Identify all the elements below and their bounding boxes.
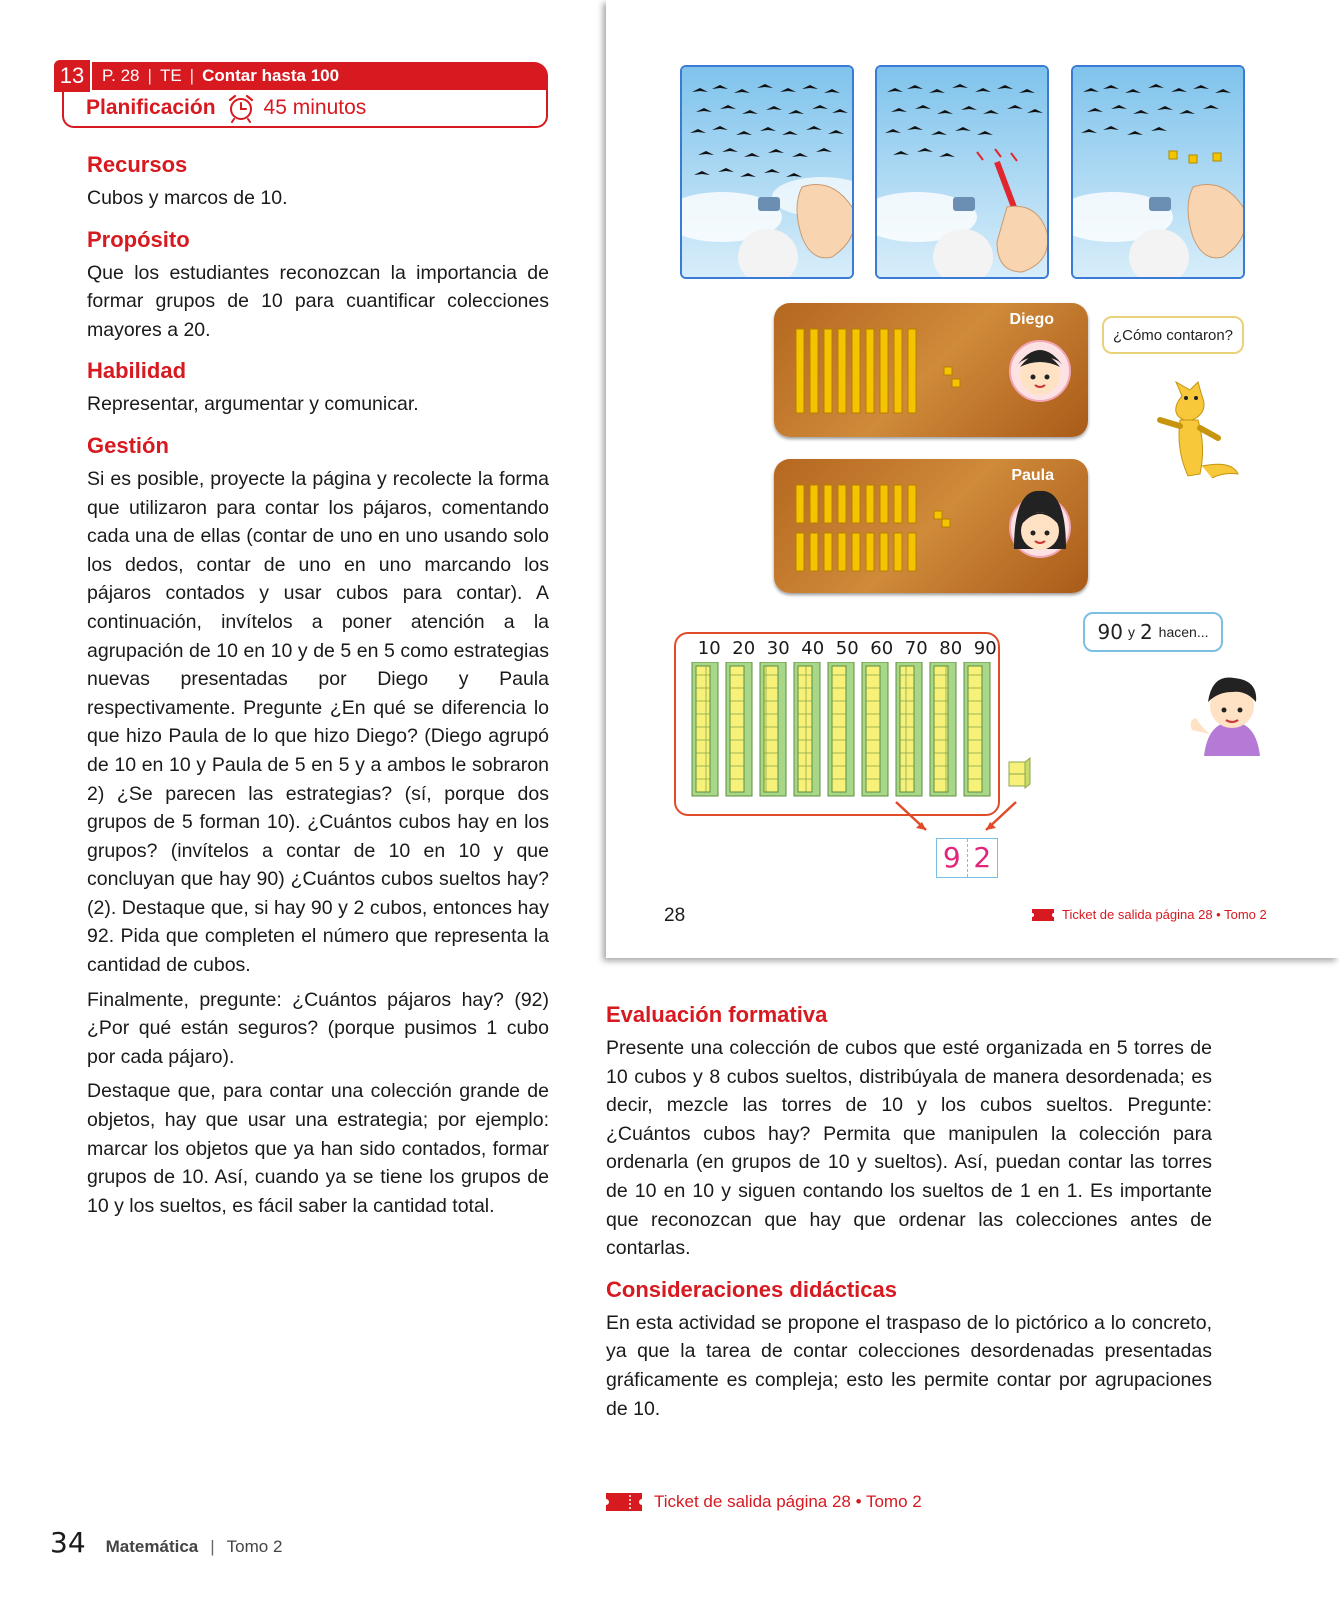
birds-cubes-illustration [1073,67,1245,279]
student-page-ticket-text: Ticket de salida página 28 • Tomo 2 [1062,907,1267,922]
student-page-image [606,0,1339,958]
lesson-title-bar: P. 28 | TE | Contar hasta 100 [92,62,548,90]
answer-tens-digit: 9 [942,841,961,874]
ticket-icon [606,1493,642,1511]
ticket-footer-text: Ticket de salida página 28 • Tomo 2 [654,1492,922,1511]
birds-finger-illustration [682,67,854,279]
tick-label: 40 [801,638,825,659]
diego-card [774,303,1088,437]
answer-box [936,838,998,878]
bubble-how-counted-text: ¿Cómo contaron? [1112,326,1234,344]
left-column [87,152,549,1226]
page-ref: P. 28 [102,66,140,85]
boy-character-illustration [1182,666,1272,756]
gestion-text-1: Si es posible, proyecte la página y recolecte la forma que utilizaron para contar los pájaros, comentando cada una de ellas (contar de uno en uno usando solo los dedos, contar de uno en uno marcando los pájaros contados y usar cubos para contar). A continuación, invítelos a poner atención a la agrupación de 10 en 10 y de 5 en 5 como estrategias nuevas presentadas por Diego y Paula respectivamente. Pregunte ¿En qué se diferencia lo que hizo Paula de lo que hizo Diego? (Diego agrupó de 10 en 10 y Paula de 5 en 5 y a ambos le sobraron 2) ¿Se parecen las estrategias? (sí, porque dos grupos de 5 forman 10). ¿Cuántos cubos hay en los grupos? (invítelos a contar de 10 en 10 y que concluyan que hay 90) ¿Cuántos cubos sueltos hay? (2). Destaque que, si hay 90 y 2 cubos, entonces hay 92. Pida que completen el número que representa la cantidad de cubos. [87,467,549,977]
ticket-icon [1032,909,1054,921]
habilidad-heading: Habilidad [87,358,187,384]
footer-separator: | [210,1537,215,1556]
bubble-ninety-and-two [1083,612,1223,652]
diego-label: Diego [1009,311,1054,328]
bubble-2: 2 [1139,620,1153,644]
proposito-text: Que los estudiantes reconozcan la importancia de formar grupos de 10 para cuantificar colecciones mayores a 20. [87,261,549,341]
cat-character-illustration [1142,376,1242,488]
footer-subject: Matemática [105,1537,199,1556]
evaluacion-text: Presente una colección de cubos que esté organizada en 5 torres de 10 cubos y 8 cubos sueltos, distribúyala de manera desordenada; es decir, mezcle las torres de 10 y los cubos sueltos. Pregunte: ¿Cuántos cubos hay? Permita que manipulen la colección para ordenarla (en grupos de 10 y sueltos). Así, puedan contar las torres de 10 en 10 y siguen contando los sueltos de 1 en 1. Es importante que reconozcan que hay que ordenar las colecciones antes de contarlas. [606,1037,1212,1260]
planning-box [62,90,548,128]
gestion-heading: Gestión [87,432,169,458]
tick-label: 10 [697,638,721,659]
birds-panel-marker [875,65,1049,279]
arrows-to-answer [886,800,1026,840]
tick-label: 80 [939,638,963,659]
tick-label: 20 [732,638,756,659]
right-column [606,1002,1212,1429]
lesson-type: TE [159,66,182,85]
bubble-90: 90 [1097,620,1123,644]
paula-card [774,459,1088,593]
habilidad-text: Representar, argumentar y comunicar. [87,393,419,416]
tick-label: 90 [973,638,997,659]
gestion-text-2: Finalmente, pregunte: ¿Cuántos pájaros hay? (92) ¿Por qué están seguros? (porque pusimos 1 cubo por cada pájaro). [87,988,549,1068]
tick-label: 50 [835,638,859,659]
student-page-ticket [1032,907,1267,922]
page-number: 34 [50,1526,86,1559]
tens-rods-illustration [686,662,996,812]
lesson-title: Contar hasta 100 [202,66,340,85]
tens-count-labels [692,638,1003,659]
consideraciones-text: En esta actividad se propone el traspaso de lo pictórico a lo concreto, ya que la tarea de contar colecciones desordenadas presentadas gráficamente es compleja; esto les permite contar por agrupaciones de 10. [606,1311,1212,1420]
birds-marker-illustration [877,67,1049,279]
tick-label: 30 [766,638,790,659]
student-page-number: 28 [664,905,686,926]
recursos-heading: Recursos [87,152,188,177]
gestion-text-3: Destaque que, para contar una colección grande de objetos, hay que usar una estrategia; por ejemplo: marcar los objetos que ya han sido contados, formar grupos de 10. Así, cuando ya se tiene los grupos de 10 y los sueltos, es fácil saber la cantidad total. [87,1080,549,1217]
bubble-y: y [1127,624,1135,640]
lesson-number: 13 [54,60,90,92]
footer-volume: Tomo 2 [226,1537,283,1556]
lesson-header [54,60,548,128]
proposito-heading: Propósito [87,226,190,252]
bubble-hacen: hacen... [1158,624,1209,640]
consideraciones-heading: Consideraciones didácticas [606,1276,897,1302]
loose-cubes-illustration [1006,756,1032,790]
recursos-text: Cubos y marcos de 10. [87,187,288,209]
answer-ones-digit: 2 [967,839,998,877]
birds-panel-cubes [1071,65,1245,279]
planning-duration: 45 minutos [263,96,367,119]
tick-label: 60 [870,638,894,659]
bubble-how-counted [1102,316,1244,354]
evaluacion-heading: Evaluación formativa [606,1002,828,1027]
birds-panel-finger [680,65,854,279]
page-footer [50,1526,282,1559]
ticket-footer [606,1492,922,1512]
paula-label: Paula [1011,467,1054,484]
alarm-clock-icon [226,93,256,123]
tens-rods-box [674,632,1000,816]
planning-label: Planificación [86,96,216,119]
tick-label: 70 [904,638,928,659]
